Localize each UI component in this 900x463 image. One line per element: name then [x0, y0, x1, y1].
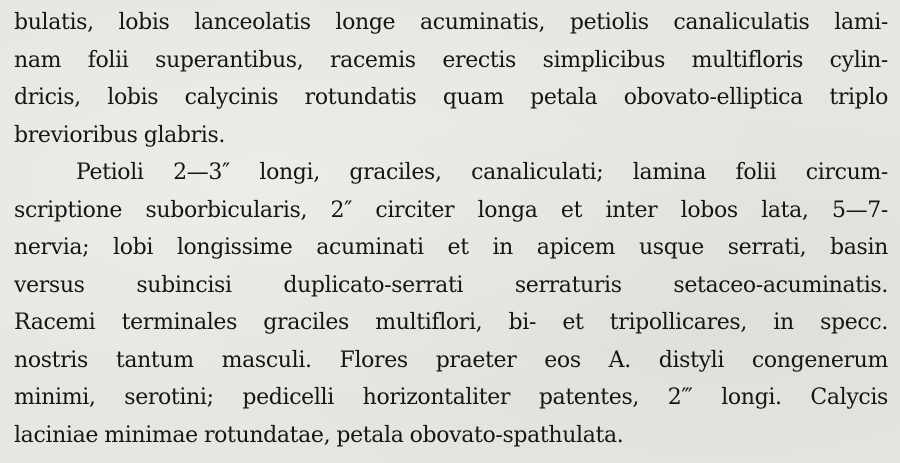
text-line-5-paragraph-start: Petioli 2—3″ longi, graciles, canaliculati; lamina folii circum- — [76, 160, 888, 185]
text-line-12: laciniae minimae rotundatae, petala obovato-spathulata. — [14, 422, 624, 448]
botanical-description-text — [14, 4, 888, 454]
text-line-4: brevioribus glabris. — [14, 122, 226, 148]
text-line-8: versus subincisi duplicato-serrati serraturis setaceo-acuminatis. — [14, 272, 888, 298]
text-line-10: nostris tantum masculi. Flores praeter eos A. distyli congenerum — [14, 347, 888, 373]
text-line-3: dricis, lobis calycinis rotundatis quam petala obovato-elliptica triplo — [14, 85, 888, 110]
text-line-2: nam folii superantibus, racemis erectis simplicibus multifloris cylin- — [14, 47, 888, 73]
text-line-6: scriptione suborbicularis, 2″ circiter longa et inter lobos lata, 5—7- — [14, 197, 888, 223]
text-line-9: Racemi terminales graciles multiflori, bi- et tripollicares, in specc. — [14, 310, 888, 335]
text-line-7: nervia; lobi longissime acuminati et in apicem usque serrati, basin — [14, 235, 888, 260]
text-line-11: minimi, serotini; pedicelli horizontaliter patentes, 2‴ longi. Calycis — [14, 385, 888, 410]
text-line-1: bulatis, lobis lanceolatis longe acuminatis, petiolis canaliculatis lami- — [14, 10, 888, 35]
